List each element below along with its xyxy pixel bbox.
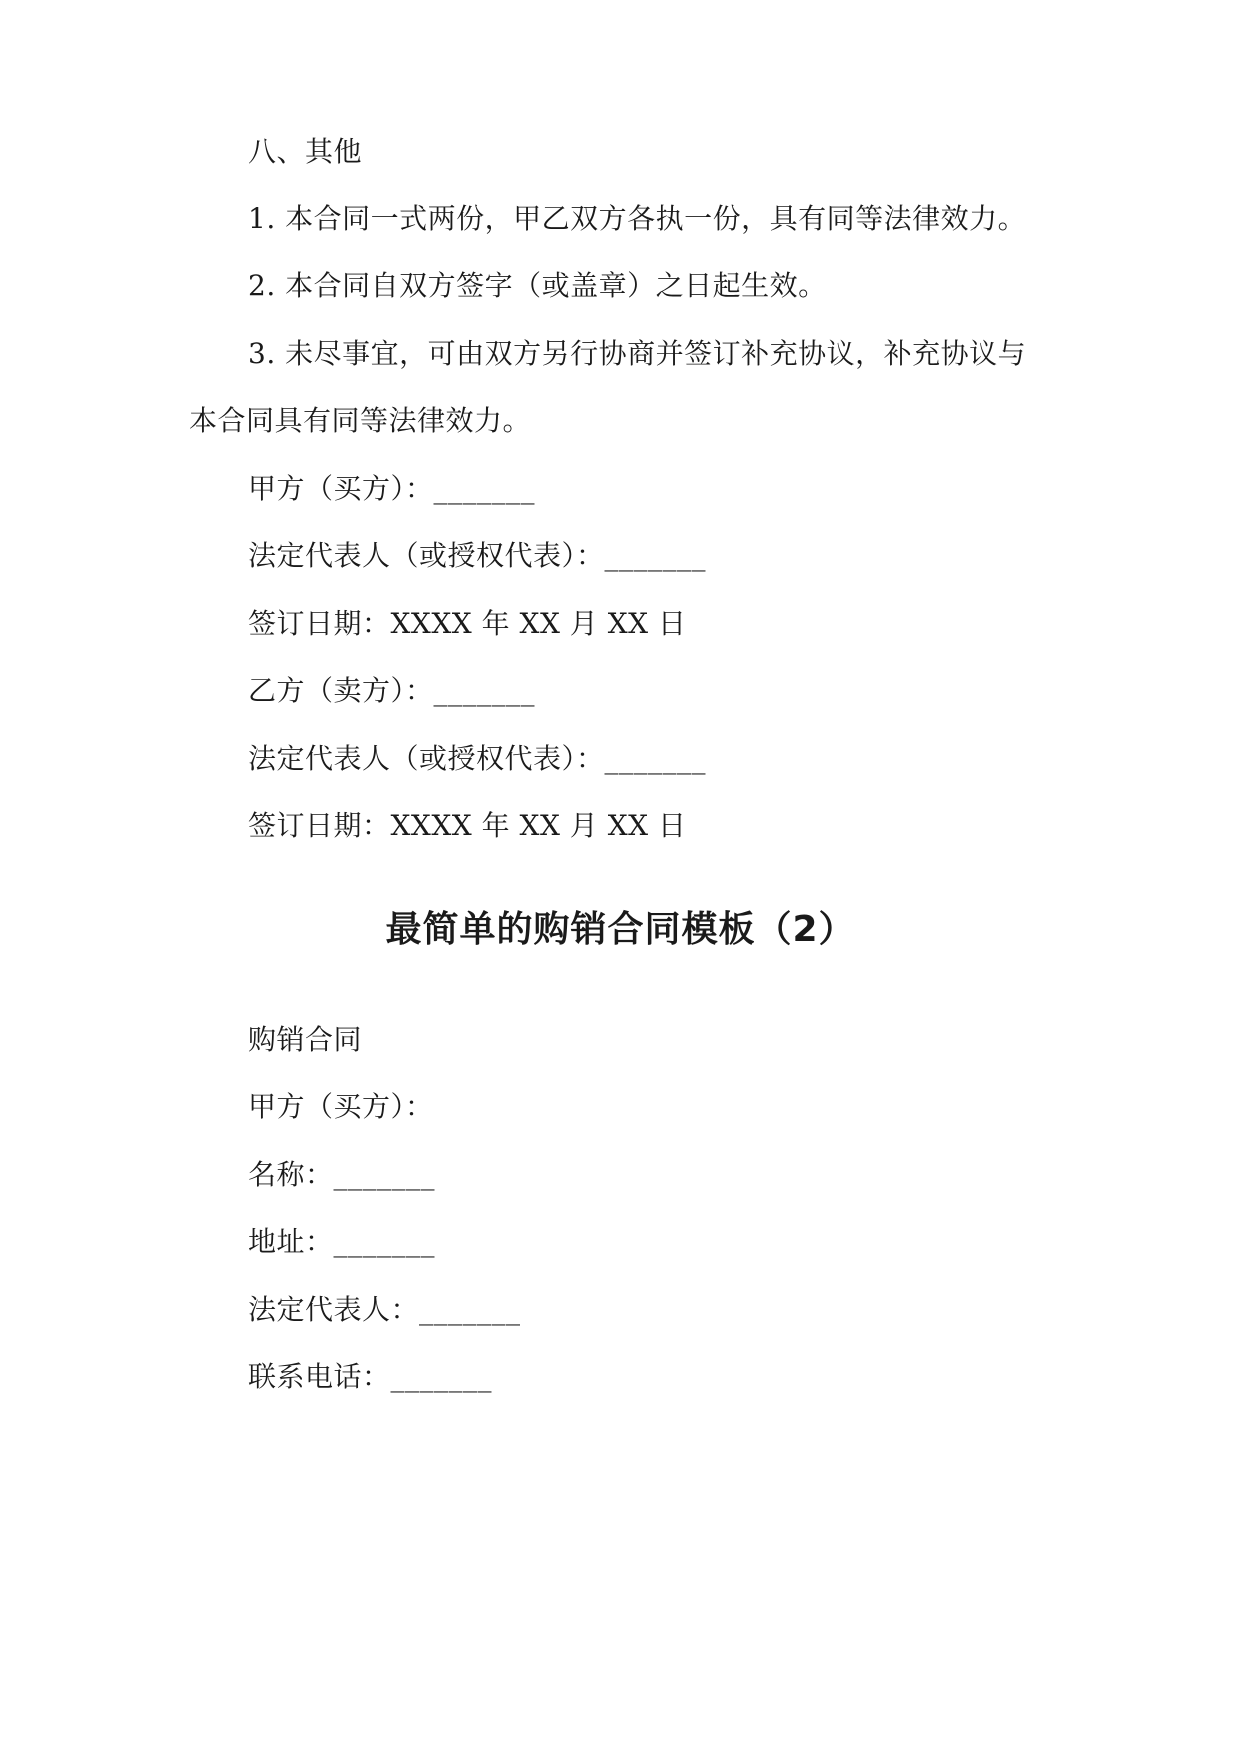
name-field-line: 名称：_______ <box>248 1158 436 1191</box>
template-title: 最简单的购销合同模板（2） <box>385 909 856 950</box>
party-a-label: 甲方（买方）： <box>248 1090 434 1123</box>
party-b-rep-line: 法定代表人（或授权代表）：_______ <box>248 742 707 775</box>
legal-rep-field-line: 法定代表人：_______ <box>248 1293 521 1326</box>
clause-2: 2. 本合同自双方签字（或盖章）之日起生效。 <box>248 269 827 302</box>
party-a-date-line: 签订日期：XXXX 年 XX 月 XX 日 <box>248 607 687 640</box>
address-field-line: 地址：_______ <box>248 1225 436 1258</box>
party-b-date-line: 签订日期：XXXX 年 XX 月 XX 日 <box>248 809 687 842</box>
party-b-line: 乙方（卖方）：_______ <box>248 674 536 707</box>
party-a-line: 甲方（买方）：_______ <box>248 472 536 505</box>
contract-name: 购销合同 <box>248 1023 363 1056</box>
clause-3: 3. 未尽事宜，可由双方另行协商并签订补充协议，补充协议与 <box>248 337 1027 370</box>
clause-1: 1. 本合同一式两份，甲乙双方各执一份，具有同等法律效力。 <box>248 202 1027 235</box>
party-a-rep-line: 法定代表人（或授权代表）：_______ <box>248 539 707 572</box>
section-heading: 八、其他 <box>248 135 363 168</box>
clause-3-continued: 本合同具有同等法律效力。 <box>189 404 532 437</box>
phone-field-line: 联系电话：_______ <box>248 1360 493 1393</box>
